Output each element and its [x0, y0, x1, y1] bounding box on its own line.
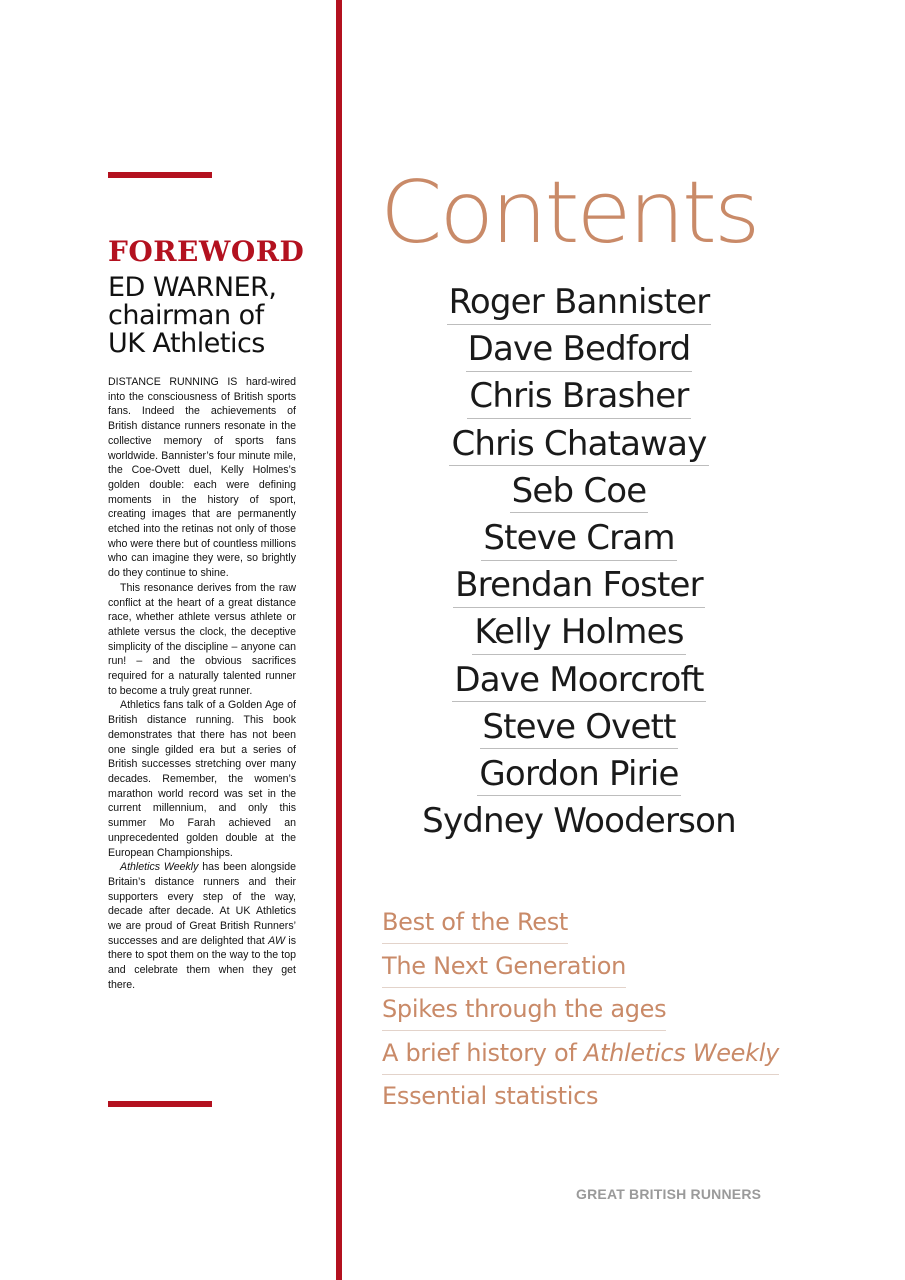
paragraph-text: hard-wired into the consciousness of British sports fans. Indeed the achievements of British distance runners resonate in the collective memory of sports fans worldwide. Bannister’s four minute mile, the Coe-Ovett duel, Kelly Holmes’s golden double: each were defining moments in the history of sport, creating images that are permanently etched into the retinas not only of those who were there but of countless millions who can imagine they were, so brightly do they continue to shine. — [108, 376, 296, 580]
italic-title: Athletics Weekly — [120, 861, 199, 874]
foreword-paragraph — [108, 860, 296, 992]
author-line: chairman of — [108, 300, 264, 331]
runner-entry[interactable]: Kelly Holmes — [472, 610, 685, 655]
history-italic-title: Athletics Weekly — [583, 1038, 780, 1067]
runner-entry[interactable]: Dave Bedford — [466, 327, 693, 372]
foreword-body — [108, 375, 296, 993]
section-entry[interactable]: Spikes through the ages — [382, 989, 666, 1031]
section-entry-history[interactable] — [382, 1033, 779, 1075]
paragraph-text: is there to spot them on the way to the top and celebrate them when they get there. — [108, 934, 296, 991]
foreword-paragraph — [108, 375, 296, 581]
vertical-divider — [336, 0, 342, 1280]
section-entry[interactable]: Best of the Rest — [382, 902, 568, 944]
section-entry[interactable]: The Next Generation — [382, 946, 626, 988]
top-red-rule — [108, 172, 212, 178]
runner-entry[interactable]: Seb Coe — [510, 469, 649, 514]
footer-brand: GREAT BRITISH RUNNERS — [576, 1186, 762, 1202]
runner-entry[interactable]: Steve Cram — [481, 516, 676, 561]
runner-entry[interactable]: Gordon Pirie — [477, 752, 680, 797]
history-prefix: A brief history of — [382, 1038, 584, 1067]
paragraph-text: has been alongside Britain’s distance runners and their supporters every step of the way, decade after decade. At UK Athletics we are proud of Great British Runners’ successes and are delighted that — [108, 861, 296, 947]
section-entry[interactable]: Essential statistics — [382, 1082, 599, 1111]
foreword-heading: FOREWORD — [108, 235, 305, 268]
foreword-paragraph: This resonance derives from the raw conflict at the heart of a great distance race, whether athlete versus athlete or athlete versus the clock, the deceptive simplicity of the discipline – anyone can run! – and the obvious sacrifices required for a naturally talented runner to become a truly great runner. — [108, 581, 296, 697]
runner-entry[interactable]: Chris Chataway — [449, 422, 708, 467]
runner-entry[interactable]: Steve Ovett — [480, 705, 677, 750]
foreword-paragraph: Athletics fans talk of a Golden Age of British distance running. This book demonstrates that there has not been one single gilded era but a series of British successes stretching over many decades. Remember, the women’s marathon world record was set in the current millennium, and only this summer Mo Farah achieved an unprecedented golden double at the European Championships. — [108, 699, 296, 859]
paragraph-lead: DISTANCE RUNNING IS — [108, 376, 238, 388]
runner-entry[interactable]: Sydney Wooderson — [422, 801, 736, 842]
foreword-author — [108, 274, 318, 358]
italic-title: AW — [268, 934, 285, 947]
runner-entry[interactable]: Chris Brasher — [467, 374, 690, 419]
author-line: UK Athletics — [108, 328, 265, 359]
contents-title: Contents — [380, 163, 758, 263]
extra-sections-list — [382, 902, 782, 1120]
runner-list — [400, 280, 758, 846]
runner-entry[interactable]: Roger Bannister — [447, 280, 712, 325]
runner-entry[interactable]: Dave Moorcroft — [452, 658, 705, 703]
runner-entry[interactable]: Brendan Foster — [453, 563, 705, 608]
bottom-red-rule — [108, 1101, 212, 1107]
author-line: ED WARNER, — [108, 272, 277, 303]
